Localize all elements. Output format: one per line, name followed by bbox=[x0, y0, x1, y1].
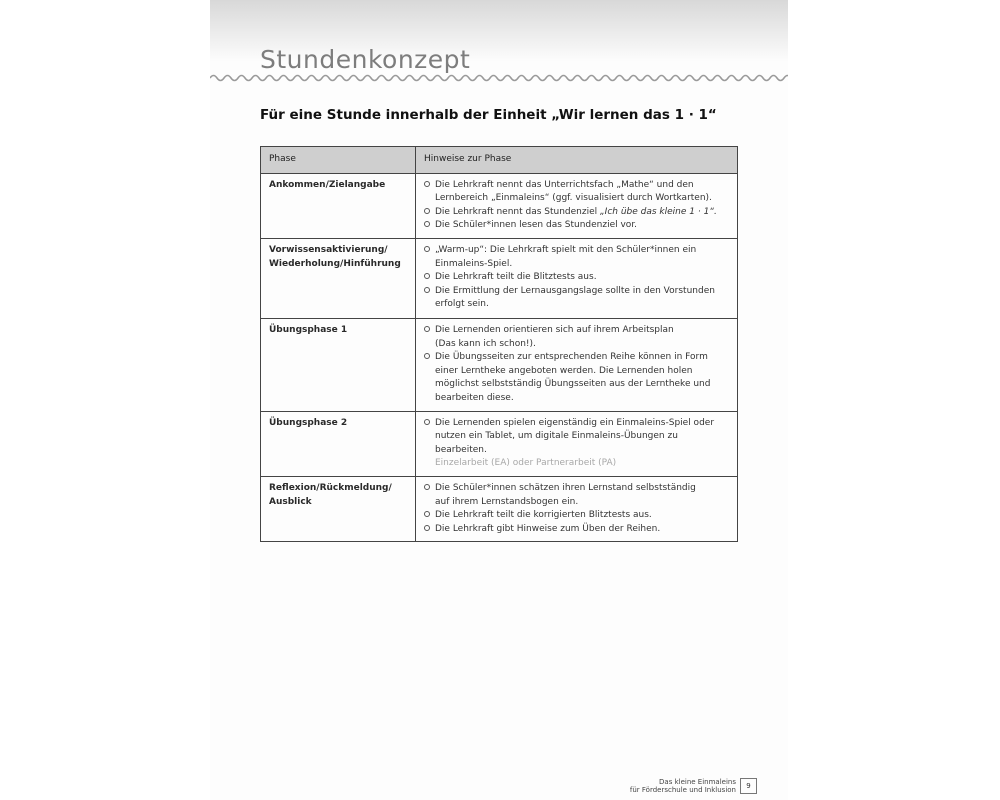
text-line: Die Schüler*innen schätzen ihren Lernstand selbstständig bbox=[435, 482, 696, 493]
list-item bbox=[424, 219, 731, 233]
wavy-divider bbox=[210, 70, 788, 86]
table-row bbox=[261, 318, 738, 411]
text-line: Die Lehrkraft nennt das Stundenziel bbox=[435, 206, 600, 217]
list-item bbox=[424, 351, 731, 405]
list-item bbox=[424, 482, 731, 509]
book-subtitle: für Förderschule und Inklusion bbox=[629, 786, 736, 794]
bullet-circle-icon bbox=[424, 246, 430, 252]
list-item bbox=[424, 244, 731, 271]
phase-cell bbox=[261, 476, 416, 541]
text-line: auf ihrem Lernstandsbogen ein. bbox=[435, 496, 579, 507]
hints-cell bbox=[416, 411, 738, 476]
list-item bbox=[424, 509, 731, 523]
page-heading: Stundenkonzept bbox=[260, 45, 471, 74]
bullet-circle-icon bbox=[424, 287, 430, 293]
phase-line: Vorwissensaktivierung/ bbox=[269, 244, 388, 255]
list-item bbox=[424, 523, 731, 537]
list-item bbox=[424, 206, 731, 220]
text-line: einer Lerntheke angeboten werden. Die Lernenden holen bbox=[435, 365, 693, 376]
phase-line: Wiederholung/Hinführung bbox=[269, 258, 401, 269]
page-footer bbox=[590, 778, 736, 794]
text-line: Die Schüler*innen lesen das Stundenziel vor. bbox=[435, 220, 638, 231]
text-line: Die Lehrkraft teilt die Blitztests aus. bbox=[435, 272, 597, 283]
text-line: Die Lernenden spielen eigenständig ein Einmaleins-Spiel oder bbox=[435, 417, 715, 428]
table-row bbox=[261, 173, 738, 238]
bullet-circle-icon bbox=[424, 208, 430, 214]
text-line: erfolgt sein. bbox=[435, 299, 489, 310]
list-item bbox=[424, 179, 731, 206]
bullet-circle-icon bbox=[424, 484, 430, 490]
list-item bbox=[424, 417, 731, 458]
phase-cell: Ankommen/Zielangabe bbox=[261, 173, 416, 238]
bullet-circle-icon bbox=[424, 273, 430, 279]
hints-cell bbox=[416, 238, 738, 318]
page-number: 9 bbox=[740, 778, 757, 794]
lesson-goal: „Ich übe das kleine 1 · 1“. bbox=[600, 206, 717, 217]
phase-line: Ausblick bbox=[269, 496, 312, 507]
hints-cell bbox=[416, 173, 738, 238]
work-form-note: Einzelarbeit (EA) oder Partnerarbeit (PA) bbox=[435, 458, 617, 469]
text-line: Einmaleins-Spiel. bbox=[435, 258, 513, 269]
table-header-row bbox=[261, 147, 738, 174]
text-line: „Warm-up“: Die Lehrkraft spielt mit den Schüler*innen ein bbox=[435, 244, 697, 255]
lesson-plan-table bbox=[260, 146, 738, 542]
list-item bbox=[424, 285, 731, 312]
bullet-circle-icon bbox=[424, 525, 430, 531]
bullet-circle-icon bbox=[424, 511, 430, 517]
document-page bbox=[210, 0, 788, 800]
phase-cell bbox=[261, 238, 416, 318]
bullet-circle-icon bbox=[424, 221, 430, 227]
text-line: Lernbereich „Einmaleins“ (ggf. visualisiert durch Wortkarten). bbox=[435, 193, 712, 204]
hints-cell bbox=[416, 476, 738, 541]
text-line: Die Lehrkraft gibt Hinweise zum Üben der Reihen. bbox=[435, 523, 661, 534]
column-header-phase: Phase bbox=[261, 147, 416, 174]
bullet-circle-icon bbox=[424, 326, 430, 332]
text-line: (Das kann ich schon!). bbox=[435, 338, 536, 349]
hints-cell bbox=[416, 318, 738, 411]
lesson-subtitle: Für eine Stunde innerhalb der Einheit „Wir lernen das 1 · 1“ bbox=[260, 107, 717, 123]
text-line: möglichst selbstständig Übungsseiten aus der Lerntheke und bbox=[435, 379, 711, 390]
text-line: bearbeiten diese. bbox=[435, 392, 514, 403]
table-row bbox=[261, 476, 738, 541]
bullet-circle-icon bbox=[424, 181, 430, 187]
phase-cell: Übungsphase 2 bbox=[261, 411, 416, 476]
text-line: Die Lernenden orientieren sich auf ihrem Arbeitsplan bbox=[435, 324, 674, 335]
text-line: Die Lehrkraft teilt die korrigierten Blitztests aus. bbox=[435, 510, 652, 521]
list-item bbox=[424, 324, 731, 351]
phase-line: Reflexion/Rückmeldung/ bbox=[269, 482, 392, 493]
book-title: Das kleine Einmaleins bbox=[659, 778, 736, 786]
bullet-circle-icon bbox=[424, 353, 430, 359]
list-item bbox=[424, 271, 731, 285]
bullet-circle-icon bbox=[424, 419, 430, 425]
table-row bbox=[261, 411, 738, 476]
text-line: Die Lehrkraft nennt das Unterrichtsfach „Mathe“ und den bbox=[435, 179, 694, 190]
phase-cell: Übungsphase 1 bbox=[261, 318, 416, 411]
column-header-hints: Hinweise zur Phase bbox=[416, 147, 738, 174]
text-line: Die Ermittlung der Lernausgangslage sollte in den Vorstunden bbox=[435, 285, 715, 296]
table-row bbox=[261, 238, 738, 318]
text-line: Die Übungsseiten zur entsprechenden Reihe können in Form bbox=[435, 352, 708, 363]
text-line: nutzen ein Tablet, um digitale Einmaleins-Übungen zu bearbeiten. bbox=[435, 431, 678, 455]
